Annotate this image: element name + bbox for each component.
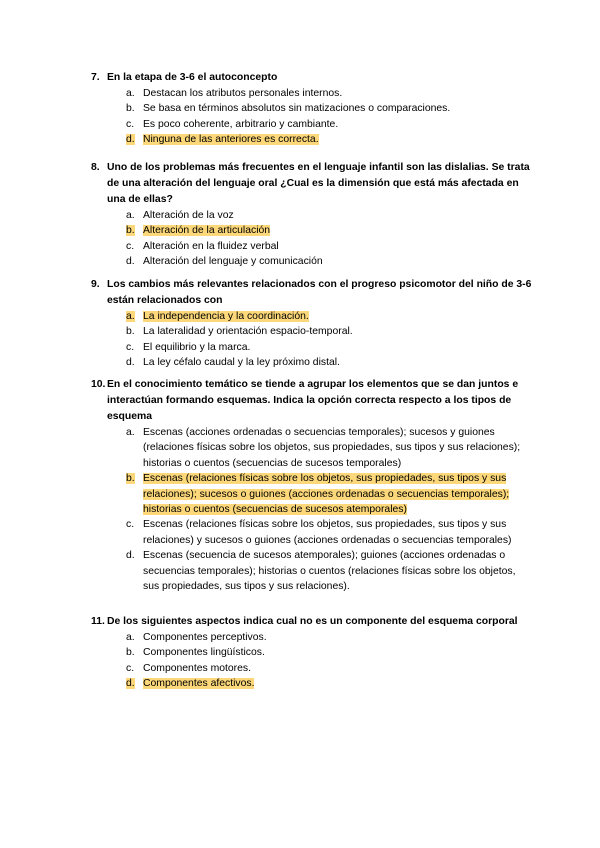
option-text: Es poco coherente, arbitrario y cambiante. xyxy=(143,118,339,130)
option-text: La lateralidad y orientación espacio-temporal. xyxy=(143,326,353,338)
option-letter: d. xyxy=(126,678,135,690)
option-b xyxy=(126,101,532,116)
option-list xyxy=(92,425,532,594)
option-d xyxy=(126,548,532,594)
option-list xyxy=(92,86,532,148)
option-letter: c. xyxy=(126,519,135,531)
option-text: Alteración de la voz xyxy=(143,210,234,221)
question-header xyxy=(92,377,532,425)
question-text: Uno de los problemas más frecuentes en el lenguaje infantil son las dislalias. Se trata de una alteración del lenguaje oral ¿Cual es la dimensión que está más afectada en una de ellas? xyxy=(107,162,530,205)
option-letter: a. xyxy=(126,88,135,99)
option-letter: a. xyxy=(126,427,135,438)
option-letter: b. xyxy=(126,225,135,237)
option-c xyxy=(126,340,532,355)
option-letter: d. xyxy=(126,357,135,369)
option-text: Alteración del lenguaje y comunicación xyxy=(143,256,323,268)
question-number: 9. xyxy=(91,279,100,290)
option-a-correct xyxy=(126,309,532,324)
option-text: Escenas (relaciones físicas sobre los objetos, sus propiedades, sus tipos y sus relaciones) y sucesos o guiones (acciones ordenadas o secuencias temporales) xyxy=(143,519,512,546)
question-header xyxy=(92,277,532,309)
option-text: La ley céfalo caudal y la ley próximo distal. xyxy=(143,357,340,369)
option-list xyxy=(92,630,532,692)
option-text: El equilibrio y la marca. xyxy=(143,341,251,353)
option-b xyxy=(126,645,532,660)
question-text: En el conocimiento temático se tiende a agrupar los elementos que se dan juntos e interactúan formando esquemas. Indica la opción correcta respecto a los tipos de esquema xyxy=(107,379,519,422)
option-text: Escenas (acciones ordenadas o secuencias temporales); sucesos y guiones (relaciones físicas sobre los objetos, sus propiedades, sus tipos y sus relaciones); historias o cuentos (secuencias de sucesos temporales) xyxy=(143,427,521,469)
option-letter: b. xyxy=(126,473,135,485)
option-letter: c. xyxy=(126,118,135,130)
option-c xyxy=(126,661,532,676)
question-number: 8. xyxy=(91,162,100,173)
question-8 xyxy=(92,160,532,270)
option-d xyxy=(126,254,532,269)
question-text: En la etapa de 3-6 el autoconcepto xyxy=(107,72,278,83)
option-letter: b. xyxy=(126,647,135,659)
highlighted-answer: Alteración de la articulación xyxy=(143,225,271,237)
question-header xyxy=(92,160,532,208)
option-letter: a. xyxy=(126,311,135,322)
question-number: 7. xyxy=(91,72,100,83)
option-c xyxy=(126,117,532,132)
question-number: 11. xyxy=(91,616,105,627)
highlighted-answer: Ninguna de las anteriores es correcta. xyxy=(143,134,319,146)
highlighted-answer: La independencia y la coordinación. xyxy=(143,311,309,322)
option-list xyxy=(92,309,532,371)
option-a xyxy=(126,208,532,223)
option-letter: c. xyxy=(126,240,135,252)
option-text: Componentes perceptivos. xyxy=(143,632,267,643)
option-c xyxy=(126,239,532,254)
question-number: 10. xyxy=(91,379,106,390)
option-b-correct xyxy=(126,471,532,517)
question-text: Los cambios más relevantes relacionados con el progreso psicomotor del niño de 3-6 están relacionados con xyxy=(107,279,532,306)
option-a xyxy=(126,425,532,471)
option-text: Alteración en la fluidez verbal xyxy=(143,240,279,252)
option-letter: c. xyxy=(126,341,135,353)
option-letter: d. xyxy=(126,550,135,562)
option-text: Destacan los atributos personales internos. xyxy=(143,88,343,99)
option-b-correct xyxy=(126,223,532,238)
option-text: Componentes lingüísticos. xyxy=(143,647,265,659)
option-a xyxy=(126,630,532,645)
option-d-correct xyxy=(126,132,532,147)
option-letter: b. xyxy=(126,326,135,338)
question-11 xyxy=(92,614,532,692)
option-c xyxy=(126,517,532,548)
option-d-correct xyxy=(126,676,532,691)
question-7 xyxy=(92,70,532,148)
highlighted-answer: Componentes afectivos. xyxy=(143,678,255,690)
option-a xyxy=(126,86,532,101)
option-list xyxy=(92,208,532,270)
option-letter: a. xyxy=(126,632,135,643)
option-letter: d. xyxy=(126,256,135,268)
question-text: De los siguientes aspectos indica cual no es un componente del esquema corporal xyxy=(107,616,518,627)
option-text: Se basa en términos absolutos sin matizaciones o comparaciones. xyxy=(143,103,451,115)
option-text: Escenas (secuencia de sucesos atemporales); guiones (acciones ordenadas o secuencias temporales); historias o cuentos (relaciones físicas sobre los objetos, sus propiedades, sus tipos y sus relaciones). xyxy=(143,550,516,593)
option-letter: d. xyxy=(126,134,135,146)
option-b xyxy=(126,324,532,339)
option-text: Componentes motores. xyxy=(143,662,252,674)
question-header xyxy=(92,614,532,630)
option-letter: c. xyxy=(126,662,135,674)
option-letter: a. xyxy=(126,210,135,221)
question-10 xyxy=(92,377,532,594)
option-d xyxy=(126,355,532,370)
question-9 xyxy=(92,277,532,371)
question-header xyxy=(92,70,532,86)
highlighted-answer: Escenas (relaciones físicas sobre los objetos, sus propiedades, sus tipos y sus relaciones); sucesos o guiones (acciones ordenadas o secuencias temporales); historias o cuentos (secuencias de sucesos atemporales) xyxy=(143,473,510,516)
option-letter: b. xyxy=(126,103,135,115)
